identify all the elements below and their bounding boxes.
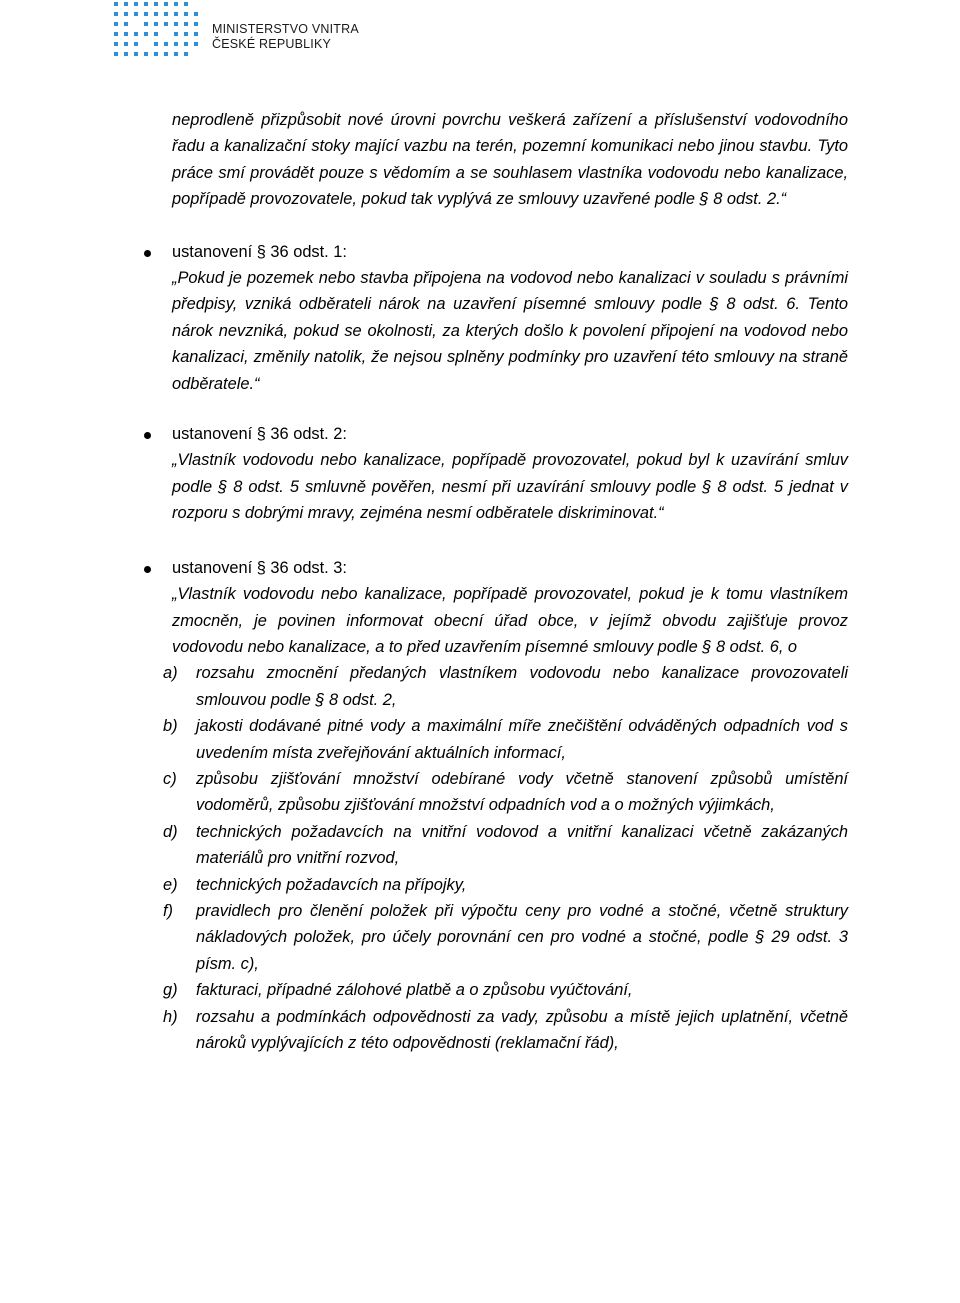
sub-item-text: rozsahu zmocnění předaných vlastníkem vodovodu nebo kanalizace provozovateli smlouvou podle § 8 odst. 2, (196, 664, 848, 709)
sub-item-text: jakosti dodávané pitné vody a maximální míře znečištění odváděných odpadních vod s uvedením místa zveřejňování aktuálních informací, (196, 717, 848, 762)
sub-item-text: technických požadavcích na vnitřní vodovod a vnitřní kanalizaci včetně zakázaných materiálů pro vnitřní rozvod, (196, 822, 848, 868)
bullet-icon (144, 566, 151, 573)
sub-item (163, 660, 848, 713)
sub-item (163, 713, 848, 766)
sub-item-text: technických požadavcích na přípojky, (196, 875, 467, 894)
ministry-name-line2: ČESKÉ REPUBLIKY (212, 37, 332, 51)
ministry-logo-dots-icon (110, 0, 206, 62)
sub-item (163, 898, 848, 977)
sub-list (163, 660, 848, 1056)
item-heading: ustanovení § 36 odst. 2: (172, 425, 347, 444)
list-item (172, 239, 848, 397)
sub-item-text: pravidlech pro členění položek při výpočtu ceny pro vodné a stočné, včetně struktury nákladových položek, pro účely porovnání cen pro vodné a stočné, podle § 29 odst. 3 písm. c), (196, 901, 848, 973)
document-body (163, 107, 848, 1056)
intro-paragraph: neprodleně přizpůsobit nové úrovni povrchu veškerá zařízení a příslušenství vodovodního řadu a kanalizační stoky mající vazbu na terén, pozemní komunikaci nebo jinou stavbu. Tyto práce smí provádět pouze s vědomím a se souhlasem vlastníka vodovodu nebo kanalizace, popřípadě provozovatele, pokud tak vyplývá ze smlouvy uzavřené podle § 8 odst. 2.“ (172, 111, 848, 209)
sub-item-letter: b) (163, 717, 178, 736)
sub-item (163, 872, 848, 898)
item-text: „Vlastník vodovodu nebo kanalizace, popřípadě provozovatel, pokud je k tomu vlastníkem zmocněn, je povinen informovat obecní úřad obce, v jejímž obvodu zajišťuje provoz vodovodu nebo kanalizace, a to před uzavřením písemné smlouvy podle § 8 odst. 6, o (172, 585, 848, 656)
sub-item-letter: f) (163, 901, 174, 920)
item-text: „Pokud je pozemek nebo stavba připojena na vodovod nebo kanalizaci v souladu s právními předpisy, vzniká odběrateli nárok na uzavření písemné smlouvy podle § 8 odst. 6. Tento nárok nevzniká, pokud se okolnosti, za kterých došlo k povolení připojení na vodovod nebo kanalizaci, změnily natolik, že nejsou splněny podmínky pro uzavření této smlouvy na straně odběratele.“ (172, 269, 848, 393)
sub-item (163, 819, 848, 872)
sub-item (163, 1004, 848, 1057)
ministry-name (212, 22, 359, 52)
sub-item-text: rozsahu a podmínkách odpovědnosti za vady, způsobu a místě jejich uplatnění, včetně nároků vyplývajících z této odpovědnosti (reklamační řád), (196, 1007, 848, 1052)
item-text: „Vlastník vodovodu nebo kanalizace, popřípadě provozovatel, pokud byl k uzavírání smluv podle § 8 odst. 5 smluvně pověřen, nesmí při uzavírání smlouvy podle § 8 odst. 5 jednat v rozporu s dobrými mravy, zejména nesmí odběratele diskriminovat.“ (172, 451, 848, 523)
bullet-icon (144, 432, 151, 439)
sub-item-text: fakturaci, případné zálohové platbě a o způsobu vyúčtování, (196, 981, 633, 1000)
sub-item-letter: g) (163, 981, 178, 1000)
sub-item-letter: d) (163, 822, 178, 841)
sub-item-letter: c) (163, 769, 177, 788)
sub-item-text: způsobu zjišťování množství odebírané vody včetně stanovení způsobů umístění vodoměrů, způsobu zjišťování množství odpadních vod a o možných výjimkách, (196, 769, 848, 815)
sub-item (163, 977, 848, 1003)
sub-item (163, 766, 848, 819)
ministry-name-line1: MINISTERSTVO VNITRA (212, 22, 359, 36)
ministry-logo (110, 0, 370, 60)
list-item (163, 555, 848, 1057)
sub-item-letter: a) (163, 664, 178, 683)
sub-item-letter: e) (163, 875, 178, 894)
item-heading: ustanovení § 36 odst. 3: (172, 558, 347, 577)
item-heading: ustanovení § 36 odst. 1: (172, 242, 347, 261)
bullet-icon (144, 250, 151, 257)
list-item (172, 421, 848, 527)
sub-item-letter: h) (163, 1007, 178, 1026)
